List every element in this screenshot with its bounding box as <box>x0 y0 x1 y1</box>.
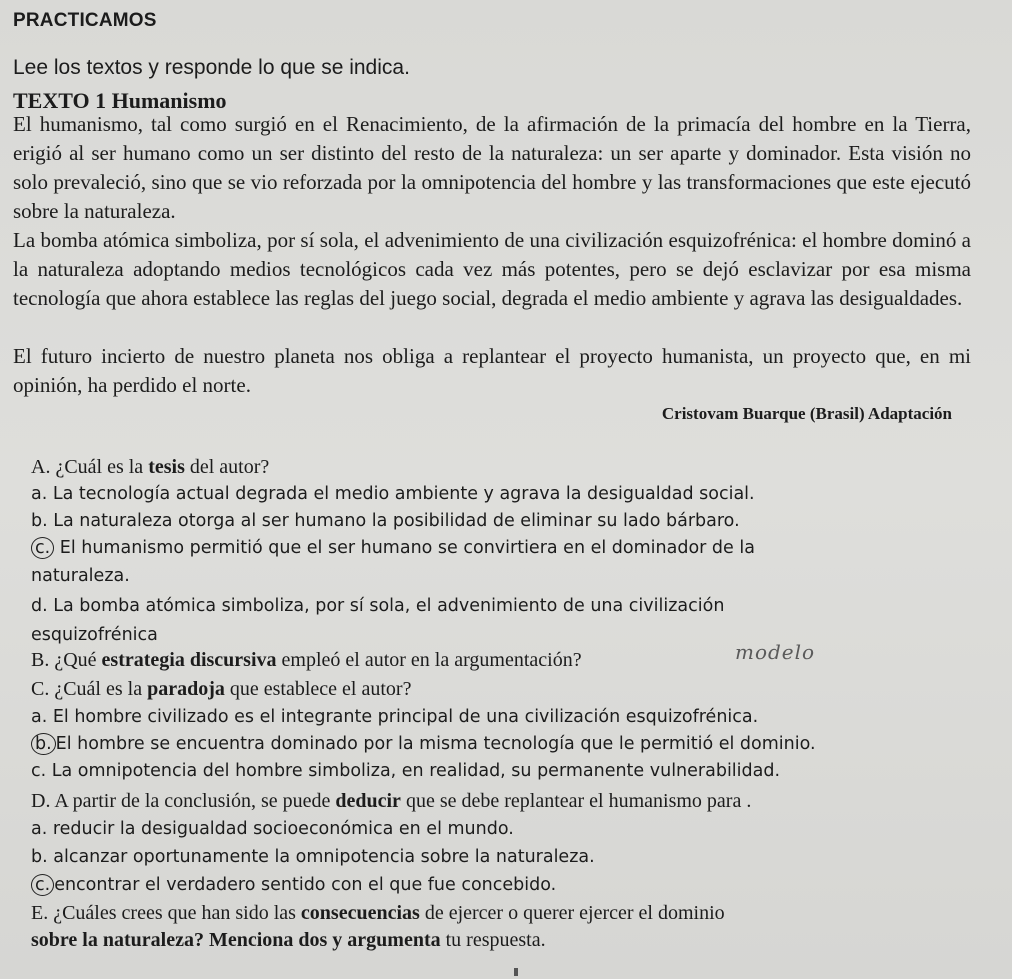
question-d-option-c: c. encontrar el verdadero sentido con el que fue concebido. <box>31 872 981 898</box>
selected-answer-mark: c. <box>31 874 54 896</box>
question-a-option-d: d. La bomba atómica simboliza, por sí sola, el advenimiento de una civilización <box>31 596 725 616</box>
question-e: E. ¿Cuáles crees que han sido las consecuencias de ejercer o querer ejercer el dominio <box>31 902 725 924</box>
question-d-option-b: b. alcanzar oportunamente la omnipotencia sobre la naturaleza. <box>31 847 595 867</box>
question-a-option-c: c. El humanismo permitió que el ser humano se convirtiera en el dominador de la <box>31 535 981 561</box>
question-a-option-a: a. La tecnología actual degrada el medio ambiente y agrava la desigualdad social. <box>31 484 755 504</box>
question-a-option-b: b. La naturaleza otorga al ser humano la posibilidad de eliminar su lado bárbaro. <box>31 511 740 531</box>
text1-paragraph-2: La bomba atómica simboliza, por sí sola, el advenimiento de una civilización esquizofrénica: el hombre dominó a la naturaleza adoptando medios tecnológicos cada vez más potentes, pero se dejó esclavizar por esa misma tecnología que ahora establece las reglas del juego social, degrada el medio ambiente y agrava las desigualdades. <box>13 228 971 310</box>
text1-title: TEXTO 1 Humanismo <box>13 88 227 113</box>
question-a: A. ¿Cuál es la tesis del autor? <box>31 456 270 478</box>
handwritten-answer: modelo <box>735 640 816 664</box>
pencil-mark <box>514 968 518 976</box>
selected-answer-mark: b. <box>31 733 56 755</box>
question-a-option-d-continued: esquizofrénica <box>31 625 158 645</box>
text1-paragraph-3: El futuro incierto de nuestro planeta nos obliga a replantear el proyecto humanista, un proyecto que, en mi opinión, ha perdido el norte. <box>13 344 971 397</box>
instruction-text: Lee los textos y responde lo que se indica. <box>13 56 410 79</box>
question-e-continued: sobre la naturaleza? Menciona dos y argumenta tu respuesta. <box>31 929 546 951</box>
question-b: B. ¿Qué estrategia discursiva empleó el autor en la argumentación? <box>31 649 582 671</box>
text1-paragraph-1: El humanismo, tal como surgió en el Renacimiento, de la afirmación de la primacía del hombre en la Tierra, erigió al ser humano como un ser distinto del resto de la naturaleza: un ser aparte y dominador. Esta visión no solo prevaleció, sino que se vio reforzada por la omnipotencia del hombre y las transformaciones que este ejecutó sobre la naturaleza. <box>13 112 971 223</box>
text1-attribution: Cristovam Buarque (Brasil) Adaptación <box>661 404 952 423</box>
selected-answer-mark: c. <box>31 537 54 559</box>
question-c: C. ¿Cuál es la paradoja que establece el autor? <box>31 678 412 700</box>
question-c-option-a: a. El hombre civilizado es el integrante principal de una civilización esquizofrénica. <box>31 707 759 727</box>
question-d: D. A partir de la conclusión, se puede deducir que se debe replantear el humanismo para . <box>31 790 752 812</box>
section-heading: PRACTICAMOS <box>13 10 157 31</box>
question-a-option-c-continued: naturaleza. <box>31 566 130 586</box>
question-c-option-b: b. El hombre se encuentra dominado por la misma tecnología que le permitió el dominio. <box>31 731 981 757</box>
question-d-option-a: a. reducir la desigualdad socioeconómica en el mundo. <box>31 819 514 839</box>
question-c-option-c: c. La omnipotencia del hombre simboliza, en realidad, su permanente vulnerabilidad. <box>31 761 781 781</box>
